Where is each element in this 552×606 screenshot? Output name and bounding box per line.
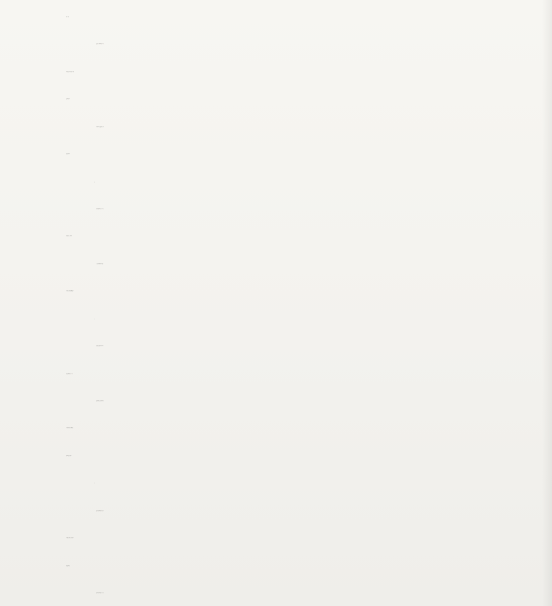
text-line xyxy=(96,501,552,522)
text-line xyxy=(66,226,552,247)
text-line xyxy=(66,144,552,165)
section-heading xyxy=(94,473,552,494)
text-line xyxy=(66,418,552,439)
text-line xyxy=(66,528,552,549)
text-line xyxy=(96,199,552,220)
section-heading xyxy=(94,309,552,330)
text-line xyxy=(96,583,552,604)
text-line xyxy=(96,336,552,357)
text-line xyxy=(96,34,552,55)
text-line xyxy=(66,364,552,385)
text-line xyxy=(96,254,552,275)
text-line xyxy=(66,62,552,83)
text-line xyxy=(66,556,552,577)
text-line xyxy=(96,391,552,412)
text-line xyxy=(66,446,552,467)
section-heading xyxy=(94,172,552,193)
text-line xyxy=(66,89,552,110)
text-line xyxy=(66,7,552,28)
text-line xyxy=(96,117,552,138)
page-edge-shadow xyxy=(542,0,552,606)
text-line xyxy=(66,281,552,302)
